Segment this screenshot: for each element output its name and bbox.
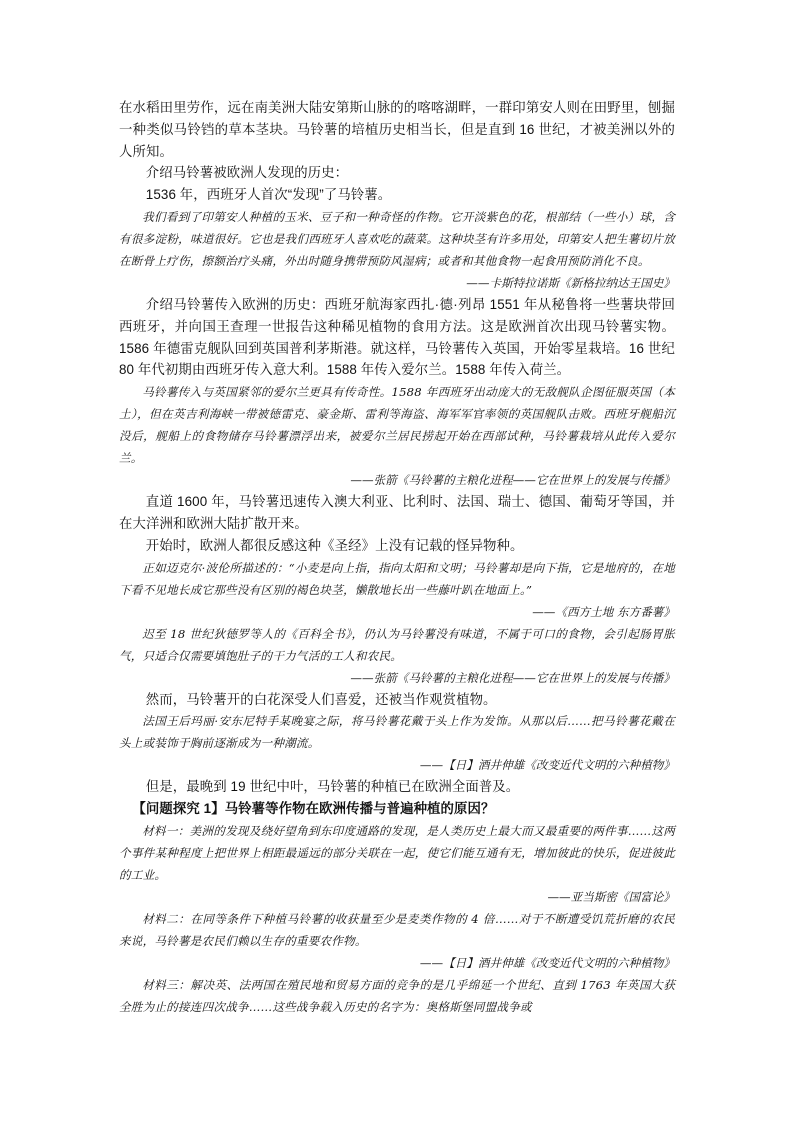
source-sakai-2: ——【日】酒井伸雄《改变近代文明的六种植物》 <box>419 955 675 970</box>
paragraph-aversion: 开始时，欧洲人都很反感这种《圣经》上没有记载的怪异物种。 <box>145 537 524 553</box>
quote-encyclopedie: 迟至 18 世纪狄德罗等人的《百科全书》，仍认为马铃薯没有味道，不属于可口的食物，会引起肠胃胀气，只适合仅需要填饱肚子的干力气活的工人和农民。 <box>119 626 675 663</box>
quote-ireland: 马铃薯传入与英国紧邻的爱尔兰更具有传奇性。1588 年西班牙出动庞大的无敌舰队企图征服英国（本土），但在英吉利海峡一带被德雷克、豪金斯、雷利等海盗、海军军官率领的英国舰队击败。西班牙舰船沉没后，舰船上的食物储存马铃薯漂浮出来，被爱尔兰居民捞起开始在西部试种，马铃薯栽培从此传入爱尔兰。 <box>119 385 675 466</box>
source-zhangjian-1: ——张箭《马铃薯的主粮化进程——它在世界上的发展与传播》 <box>350 473 675 488</box>
document-page <box>119 97 675 1018</box>
material-one: 材料一：美洲的发现及绕好望角到东印度通路的发现，是人类历史上最大而又最重要的两件事……这两个事件某种程度上把世界上相距最遥远的部分关联在一起，使它们能互通有无，增加彼此的快乐，促进彼此的工业。 <box>119 823 675 882</box>
paragraph-discovery-heading: 介绍马铃薯被欧洲人发现的历史： <box>145 165 349 181</box>
quote-marie-antoinette: 法国王后玛丽·安东尼特手某晚宴之际，将马铃薯花戴于头上作为发饰。从那以后……把马铃薯花戴在头上或装饰于胸前逐渐成为一种潮流。 <box>119 714 675 751</box>
source-sakai-1: ——【日】酒井伸雄《改变近代文明的六种植物》 <box>419 758 675 773</box>
quote-castellanos: 我们看到了印第安人种植的玉米、豆子和一种奇怪的作物。它开淡紫色的花，根部结（一些小）球，含有很多淀粉，味道很好。它也是我们西班牙人喜欢吃的蔬菜。这种块茎有许多用处，印第安人把生薯切片放在断骨上疗伤，擦额治疗头痛，外出时随身携带预防风湿病；或者和其他食物一起食用预防消化不良。 <box>119 209 675 268</box>
source-western-land: ——《西方土地 东方番薯》 <box>532 604 675 619</box>
paragraph-intro: 在水稻田里劳作，远在南美洲大陆安第斯山脉的的喀喀湖畔，一群印第安人则在田野里，刨掘一种类似马铃铛的草本茎块。马铃薯的培植历史相当长，但是直到 16 世纪，才被美洲以外的人所知。 <box>119 100 675 159</box>
material-three: 材料三：解决英、法两国在殖民地和贸易方面的竞争的是几乎绵延一个世纪、直到 1763 年英国大获全胜为止的接连四次战争……这些战争载入历史的名字为：奥格斯堡同盟战争或 <box>119 977 675 1014</box>
paragraph-1536: 1536 年，西班牙人首次“发现”了马铃薯。 <box>145 187 392 203</box>
source-zhangjian-2: ——张箭《马铃薯的主粮化进程——它在世界上的发展与传播》 <box>350 670 675 685</box>
paragraph-white-flower: 然而，马铃薯开的白花深受人们喜爱，还被当作观赏植物。 <box>145 691 497 707</box>
source-adam-smith: ——亚当斯密《国富论》 <box>547 889 675 904</box>
paragraph-1600: 直道 1600 年，马铃薯迅速传入澳大利亚、比利时、法国、瑞士、德国、葡萄牙等国，并在大洋洲和欧洲大陆扩散开来。 <box>119 494 675 531</box>
paragraph-europe-spread: 介绍马铃薯传入欧洲的历史：西班牙航海家西扎·德·列昂 1551 年从秘鲁将一些薯块带回西班牙，并向国王查理一世报告这种稀见植物的食用方法。这是欧洲首次出现马铃薯实物。1586 年德雷克舰队回到英国普利茅斯港。就这样，马铃薯传入英国，开始零星栽培。16 世纪 80 年代初期由西班牙传入意大利。1588 年传入爱尔兰。1588 年传入荷兰。 <box>119 296 675 378</box>
material-two: 材料二：在同等条件下种植马铃薯的收获量至少是麦类作物的 4 倍……对于不断遭受饥荒折磨的农民来说，马铃薯是农民们赖以生存的重要农作物。 <box>119 911 675 948</box>
question-heading: 【问题探究 1】马铃薯等作物在欧洲传播与普遍种植的原因？ <box>132 801 495 817</box>
quote-pollan: 正如迈克尔·波伦所描述的：“小麦是向上指，指向太阳和文明；马铃薯却是向下指，它是地府的，在地下看不见地长成它那些没有区别的褐色块茎，懒散地长出一些藤叶趴在地面上。” <box>119 560 675 597</box>
paragraph-19th-century: 但是，最晚到 19 世纪中叶，马铃薯的种植已在欧洲全面普及。 <box>145 779 520 795</box>
source-castellanos: ——卡斯特拉诺斯《新格拉纳达王国史》 <box>466 275 675 290</box>
